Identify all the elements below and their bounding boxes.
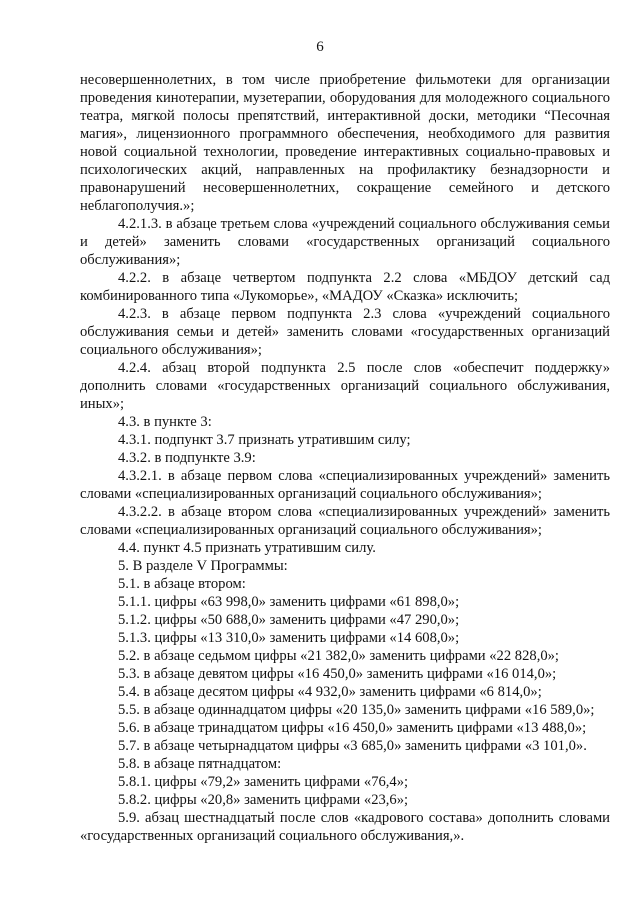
paragraph-5-6: 5.6. в абзаце тринадцатом цифры «16 450,0» заменить цифрами «13 488,0»;	[118, 720, 587, 736]
paragraph-5-1-3: 5.1.3. цифры «13 310,0» заменить цифрами «14 608,0»;	[118, 630, 460, 646]
paragraph-5-1: 5.1. в абзаце втором:	[118, 576, 246, 592]
page-number: 6	[316, 39, 324, 55]
paragraph-5-8-1: 5.8.1. цифры «79,2» заменить цифрами «76,4»;	[118, 774, 409, 790]
paragraph-5-4: 5.4. в абзаце десятом цифры «4 932,0» заменить цифрами «6 814,0»;	[118, 684, 542, 700]
paragraph-4-3-1: 4.3.1. подпункт 3.7 признать утратившим силу;	[118, 432, 411, 448]
paragraph-5-3: 5.3. в абзаце девятом цифры «16 450,0» заменить цифрами «16 014,0»;	[118, 666, 557, 682]
paragraph-4-3-2-1: 4.3.2.1. в абзаце первом слова «специализированных учреждений» заменить словами «специализированных организаций социального обслуживания»;	[80, 468, 610, 502]
paragraph-4-2-3: 4.2.3. в абзаце первом подпункта 2.3 слова «учреждений социального обслуживания семьи и детей» заменить словами «государственных организаций социального обслуживания»;	[80, 306, 610, 358]
paragraph-4-3-2: 4.3.2. в подпункте 3.9:	[118, 450, 256, 466]
paragraph-5-8: 5.8. в абзаце пятнадцатом:	[118, 756, 282, 772]
paragraph-5: 5. В разделе V Программы:	[118, 558, 288, 574]
paragraph-5-2: 5.2. в абзаце седьмом цифры «21 382,0» заменить цифрами «22 828,0»;	[118, 648, 559, 664]
paragraph-4-3: 4.3. в пункте 3:	[118, 414, 212, 430]
document-body	[80, 71, 610, 845]
paragraph-5-1-1: 5.1.1. цифры «63 998,0» заменить цифрами «61 898,0»;	[118, 594, 460, 610]
paragraph-4-4: 4.4. пункт 4.5 признать утратившим силу.	[118, 540, 376, 556]
paragraph-5-7: 5.7. в абзаце четырнадцатом цифры «3 685,0» заменить цифрами «3 101,0».	[118, 738, 587, 754]
paragraph-5-9: 5.9. абзац шестнадцатый после слов «кадрового состава» дополнить словами «государственных организаций социального обслуживания,».	[80, 810, 610, 844]
paragraph-5-8-2: 5.8.2. цифры «20,8» заменить цифрами «23,6»;	[118, 792, 409, 808]
paragraph-5-5: 5.5. в абзаце одиннадцатом цифры «20 135,0» заменить цифрами «16 589,0»;	[118, 702, 595, 718]
paragraph-4-2-4: 4.2.4. абзац второй подпункта 2.5 после слов «обеспечит поддержку» дополнить словами «государственных организаций социального обслуживания, иных»;	[80, 360, 610, 412]
paragraph-4-2-2: 4.2.2. в абзаце четвертом подпункта 2.2 слова «МБДОУ детский сад комбинированного типа «Лукоморье», «МАДОУ «Сказка» исключить;	[80, 270, 610, 304]
paragraph-4-2-1-3: 4.2.1.3. в абзаце третьем слова «учреждений социального обслуживания семьи и детей» заменить словами «государственных организаций социального обслуживания»;	[80, 216, 610, 268]
paragraph-5-1-2: 5.1.2. цифры «50 688,0» заменить цифрами «47 290,0»;	[118, 612, 460, 628]
paragraph-4-3-2-2: 4.3.2.2. в абзаце втором слова «специализированных учреждений» заменить словами «специализированных организаций социального обслуживания»;	[80, 504, 610, 538]
paragraph-continuation: несовершеннолетних, в том числе приобретение фильмотеки для организации проведения кинотерапии, музетерапии, оборудования для молодежного социального театра, мягкой полосы препятствий, интерактивной доски, методики “Песочная магия», лицензионного программного обеспечения, необходимого для развития новой социальной технологии, проведение интерактивных социально-правовых и психологических акций, направленных на профилактику безнадзорности и правонарушений несовершеннолетних, сокращение семейного и детского неблагополучия.»;	[80, 72, 610, 214]
